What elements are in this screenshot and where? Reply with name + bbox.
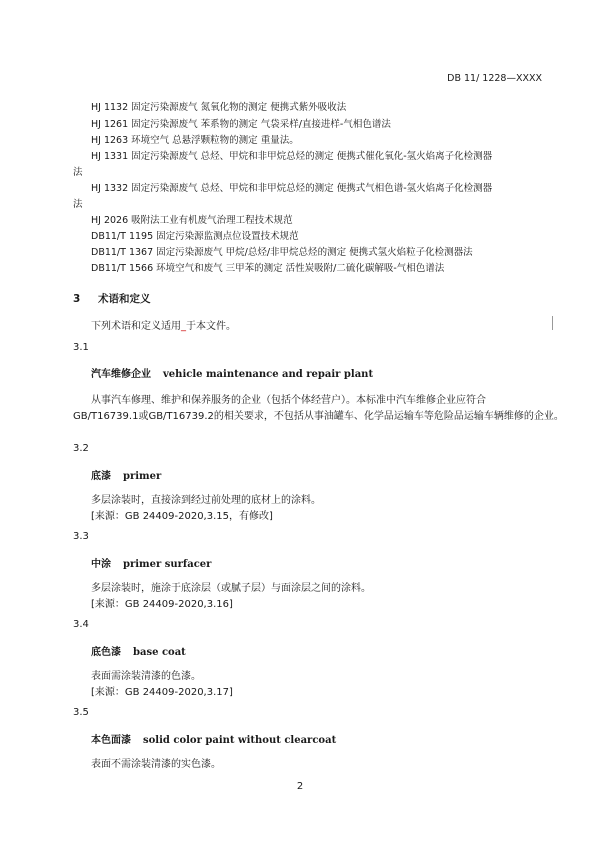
reference-item: DB11/T 1367 固定污染源废气 甲烷/总烃/非甲烷总烃的测定 便携式氢火焰粒子化检测器法 (91, 247, 473, 258)
term-heading (91, 643, 186, 658)
term-heading (91, 365, 373, 380)
term-definition: 表面需涂装清漆的色漆。 (91, 671, 201, 682)
reference-item: HJ 1263 环境空气 总悬浮颗粒物的测定 重量法。 (91, 135, 299, 146)
term-zh: 底漆 (91, 471, 111, 482)
revision-mark: _ (181, 321, 186, 332)
term-en: solid color paint without clearcoat (143, 735, 337, 746)
term-number: 3.3 (73, 531, 89, 542)
document-number: DB 11/ 1228—XXXX (447, 73, 542, 84)
term-heading (91, 555, 211, 570)
term-definition-cont: GB/T16739.1或GB/T16739.2的相关要求，不包括从事油罐车、化学品运输车等危险品运输车辆维修的企业。 (73, 411, 564, 422)
reference-item: HJ 2026 吸附法工业有机废气治理工程技术规范 (91, 215, 293, 226)
term-zh: 底色漆 (91, 647, 121, 658)
term-heading (91, 467, 161, 482)
intro-text-a: 下列术语和定义适用 (91, 321, 181, 332)
page-number: 2 (296, 781, 304, 792)
intro-text-b: 于本文件。 (186, 321, 236, 332)
margin-change-bar (552, 316, 553, 330)
section-number: 3 (73, 293, 81, 305)
term-en: base coat (133, 647, 186, 658)
term-number: 3.5 (73, 707, 89, 718)
term-definition: 表面不需涂装清漆的实色漆。 (91, 759, 221, 770)
term-en: vehicle maintenance and repair plant (163, 369, 374, 380)
term-definition: 从事汽车修理、维护和保养服务的企业（包括个体经营户）。本标准中汽车维修企业应符合 (91, 395, 486, 406)
term-source: [来源：GB 24409-2020,3.17] (91, 687, 233, 698)
term-zh: 中涂 (91, 559, 111, 570)
term-number: 3.4 (73, 619, 89, 630)
reference-item-wrap: 法 (73, 199, 83, 210)
reference-item: DB11/T 1195 固定污染源监测点位设置技术规范 (91, 231, 299, 242)
reference-item: HJ 1132 固定污染源废气 氮氧化物的测定 便携式紫外吸收法 (91, 102, 347, 113)
term-definition: 多层涂装时，施涂于底涂层（或腻子层）与面涂层之间的涂料。 (91, 583, 371, 594)
term-zh: 本色面漆 (91, 735, 131, 746)
term-source: [来源：GB 24409-2020,3.15，有修改] (91, 511, 273, 522)
reference-item: HJ 1331 固定污染源废气 总烃、甲烷和非甲烷总烃的测定 便携式催化氧化-氢火焰离子化检测器 (91, 151, 493, 162)
section-heading (73, 291, 150, 306)
section-title: 术语和定义 (97, 293, 151, 305)
term-source: [来源：GB 24409-2020,3.16] (91, 599, 233, 610)
reference-item: HJ 1332 固定污染源废气 总烃、甲烷和非甲烷总烃的测定 便携式气相色谱-氢火焰离子化检测器 (91, 183, 493, 194)
term-en: primer (123, 471, 162, 482)
reference-item-wrap: 法 (73, 167, 83, 178)
term-number: 3.2 (73, 443, 89, 454)
term-en: primer surfacer (123, 559, 212, 570)
reference-item: DB11/T 1566 环境空气和废气 三甲苯的测定 活性炭吸附/二硫化碳解吸-气相色谱法 (91, 263, 445, 274)
term-heading (91, 731, 336, 746)
reference-item: HJ 1261 固定污染源废气 苯系物的测定 气袋采样/直接进样-气相色谱法 (91, 119, 391, 130)
term-definition: 多层涂装时，直接涂到经过前处理的底材上的涂料。 (91, 495, 321, 506)
term-zh: 汽车维修企业 (91, 369, 151, 380)
section-intro (91, 317, 236, 332)
term-number: 3.1 (73, 342, 89, 353)
